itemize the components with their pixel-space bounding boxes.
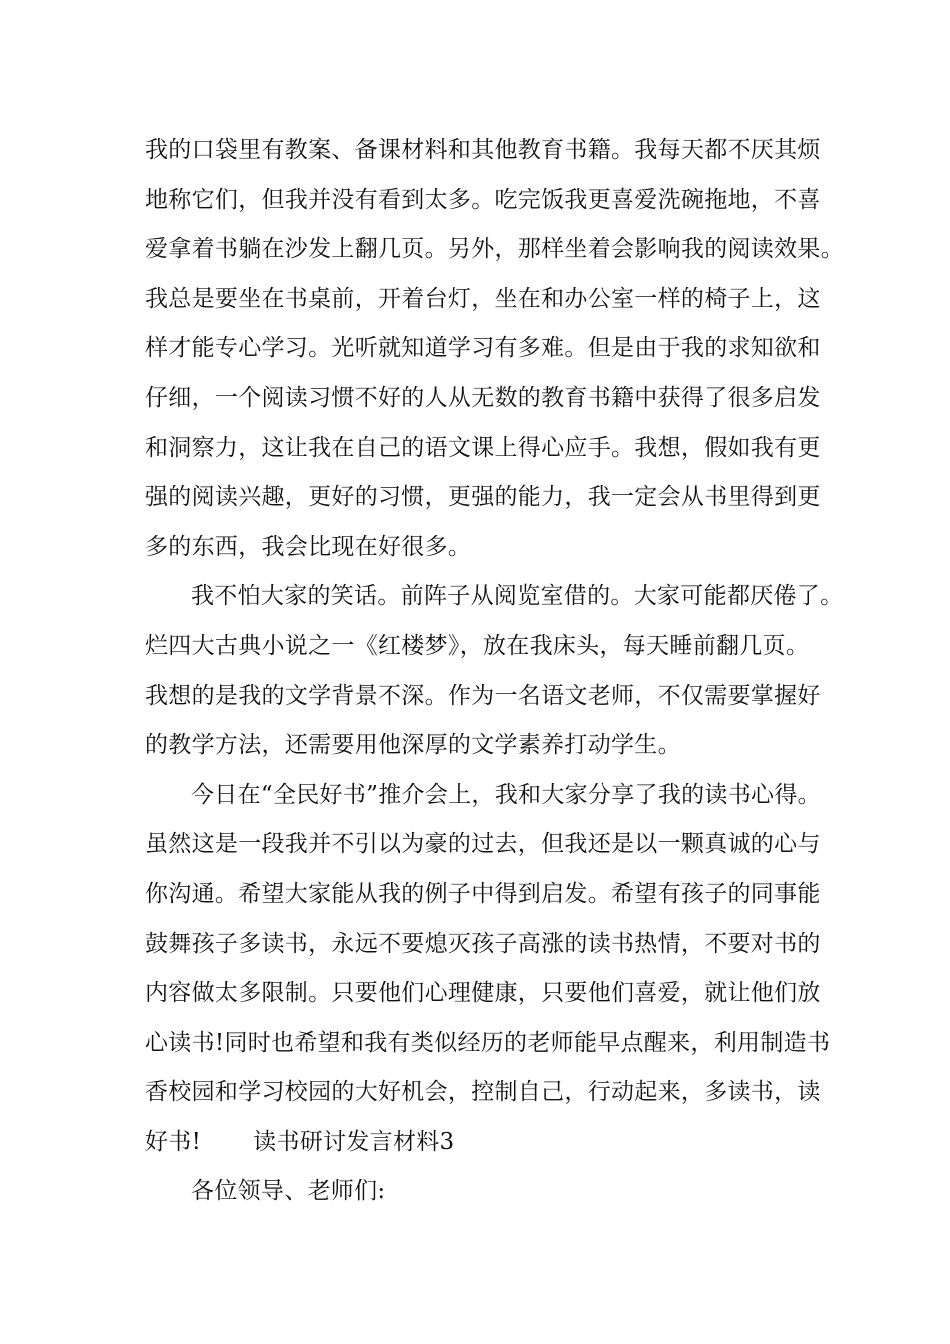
text-line: 香校园和学习校园的大好机会，控制自己，行动起来，多读书，读 <box>145 1079 821 1106</box>
text-line: 你沟通。希望大家能从我的例子中得到启发。希望有孩子的同事能 <box>145 880 821 907</box>
text-line: 我想的是我的文学背景不深。作为一名语文老师，不仅需要掌握好 <box>145 682 821 709</box>
closing-line <box>145 1118 815 1168</box>
text-line: 地称它们，但我并没有看到太多。吃完饭我更喜爱洗碗拖地，不喜 <box>145 186 821 213</box>
text-line: 心读书!同时也希望和我有类似经历的老师能早点醒来，利用制造书 <box>145 1029 831 1056</box>
text-line: 样才能专心学习。光听就知道学习有多难。但是由于我的求知欲和 <box>145 335 821 362</box>
document-body <box>145 126 844 1217</box>
text-line: 和洞察力，这让我在自己的语文课上得心应手。我想，假如我有更 <box>145 434 821 461</box>
text-line: 鼓舞孩子多读书，永远不要熄灭孩子高涨的读书热情，不要对书的 <box>145 930 821 957</box>
text-line: 我的口袋里有教案、备课材料和其他教育书籍。我每天都不厌其烦 <box>145 137 821 163</box>
text-line: 烂四大古典小说之一《红楼梦》，放在我床头，每天睡前翻几页。 <box>145 632 810 659</box>
text-line: 虽然这是一段我并不引以为豪的过去，但我还是以一颗真诚的心与 <box>145 831 821 858</box>
text-line: 的教学方法，还需要用他深厚的文学素养打动学生。 <box>145 732 681 759</box>
text-line: 强的阅读兴趣，更好的习惯，更强的能力，我一定会从书里得到更 <box>145 484 821 511</box>
text-line: 内容做太多限制。只要他们心理健康，只要他们喜爱，就让他们放 <box>145 980 821 1007</box>
text-line: 爱拿着书躺在沙发上翻几页。另外，那样坐着会影响我的阅读效果。 <box>145 236 844 263</box>
paragraph-start-line: 今日在“全民好书”推介会上，我和大家分享了我的读书心得。 <box>191 781 821 808</box>
salutation: 各位领导、老师们: <box>191 1178 386 1205</box>
text-line: 我总是要坐在书桌前，开着台灯，坐在和办公室一样的椅子上，这 <box>145 285 821 312</box>
text-line: 仔细，一个阅读习惯不好的人从无数的教育书籍中获得了很多启发 <box>145 384 821 411</box>
paragraph-start-line: 我不怕大家的笑话。前阵子从阅览室借的。大家可能都厌倦了。 <box>191 583 844 610</box>
section-title: 读书研讨发言材料3 <box>253 1128 455 1155</box>
text-line: 多的东西，我会比现在好很多。 <box>145 533 472 560</box>
closing-text: 好书! <box>145 1128 202 1155</box>
